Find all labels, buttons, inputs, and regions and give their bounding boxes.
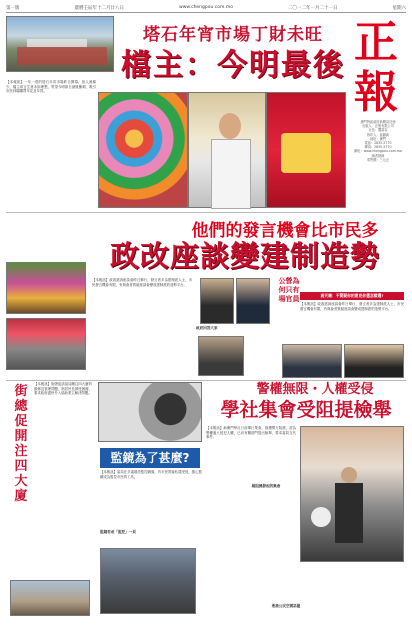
rights-article: 【本報訊】新澳門學社日前舉行集會，指遭警方阻撓，認為警權過大侵犯人權，已向有關部門提出檢舉，要求當局交代事件。 xyxy=(206,426,296,440)
lead-headline-main: 檔主：今明最後 xyxy=(121,48,345,83)
date: 二〇一二年一月二十一日 xyxy=(287,5,338,11)
politics-small-head: 政府回答大家 xyxy=(196,326,218,330)
rally-photo xyxy=(300,426,404,562)
left-strip-article: 【本報訊】街總促請當局關注四大廈的維修及管理問題，指居民長期受困擾，要求政府盡快介入協助業主解決問題。 xyxy=(34,382,92,396)
politics-article-2: 【本報訊】政改諮詢座談會昨日舉行，發言者多為建制派人士，市民發言機會有限，有與會者質疑座談會變成建制派的造勢平台。 xyxy=(300,302,404,311)
meeting-photo-1 xyxy=(198,336,244,376)
camera-headline-box xyxy=(100,448,200,468)
meeting-photo-2 xyxy=(282,344,342,378)
top-info-bar xyxy=(6,3,406,13)
building-photo xyxy=(10,580,90,616)
meeting-photo-3 xyxy=(344,344,404,378)
masthead-title-top: 正 xyxy=(354,17,398,68)
vendor-photo xyxy=(188,92,266,208)
flower-stall-photo xyxy=(6,262,86,314)
politics-side-label: 公營為 何只有 場官員 xyxy=(278,276,300,303)
market-photo-top xyxy=(6,16,114,72)
camera-caption: 監鏡若成「監控」一頁 xyxy=(100,530,136,534)
rights-headline: 學社集會受阻提檢舉 xyxy=(220,399,392,421)
lead-headline-top: 塔石年宵市場丁財未旺 xyxy=(143,25,323,45)
lunar-date: 農曆壬辰年十二月廿八日 xyxy=(74,5,125,11)
section-divider-1 xyxy=(6,212,406,213)
official-photo-2 xyxy=(236,278,270,324)
masthead xyxy=(348,18,404,130)
masthead-title-bottom: 報 xyxy=(354,67,398,118)
official-photo-1 xyxy=(200,278,234,324)
lanterns-photo xyxy=(98,92,188,208)
section-divider-2 xyxy=(6,380,406,381)
left-strip-headline: 街 總 促 開 注 四 大 廈 xyxy=(14,384,28,504)
camera-headline: 監鏡為了甚麼? xyxy=(110,451,190,465)
politics-article: 【本報訊】政改諮詢座談會昨日舉行，發言者多為建制派人士，市民發言機會有限，有與會者質疑座談會變成建制派的造勢平台。 xyxy=(92,278,192,287)
lead-caption xyxy=(6,73,114,78)
street-photo xyxy=(100,548,196,614)
red-stall-photo xyxy=(266,92,346,208)
camera-photo xyxy=(98,382,202,442)
politics-subtitle: 他們的發言機會比市民多 xyxy=(191,221,379,241)
rights-bottom-head: 要港公民空間話罷 xyxy=(271,604,301,608)
politics-headline: 政改座談變建制造勢 xyxy=(109,239,380,273)
page-number: 第一版 xyxy=(6,5,20,11)
rights-subtitle: 警權無限・人權受侵 xyxy=(256,382,374,397)
quote-box: 高天賜：不質疑你的意見你還怎樣選? xyxy=(300,292,404,300)
rights-sub-head: 疑阻撓發起的集會 xyxy=(251,484,281,488)
market-crowd-photo xyxy=(6,318,86,370)
camera-article: 【本報訊】當局在多處增設監控鏡頭，有市民質疑私隱受侵，擔心監鏡成為監控市民的工具。 xyxy=(100,470,202,479)
masthead-info: 澳門特區政府新聞局註冊 出版人：正報有限公司 社長：鷹慕容 督印人：區錦新 地址：澳門 電話：2835-5770 傳真：2835-5770 網址：www.chengpou.com.mo 讀者熱線 零售價：三元正 xyxy=(354,120,402,162)
weekday: 星期六 xyxy=(392,5,406,11)
lead-article: 【本報訊】一年一度的塔石年宵市場昨日開幕，但人流稀少，檔主坦言生意未如理想，寄望今明兩日最後衝刺，吸引市民到場購買年花及年貨。 xyxy=(6,80,96,94)
website-url[interactable]: www.chengpou.com.mo xyxy=(179,5,233,10)
